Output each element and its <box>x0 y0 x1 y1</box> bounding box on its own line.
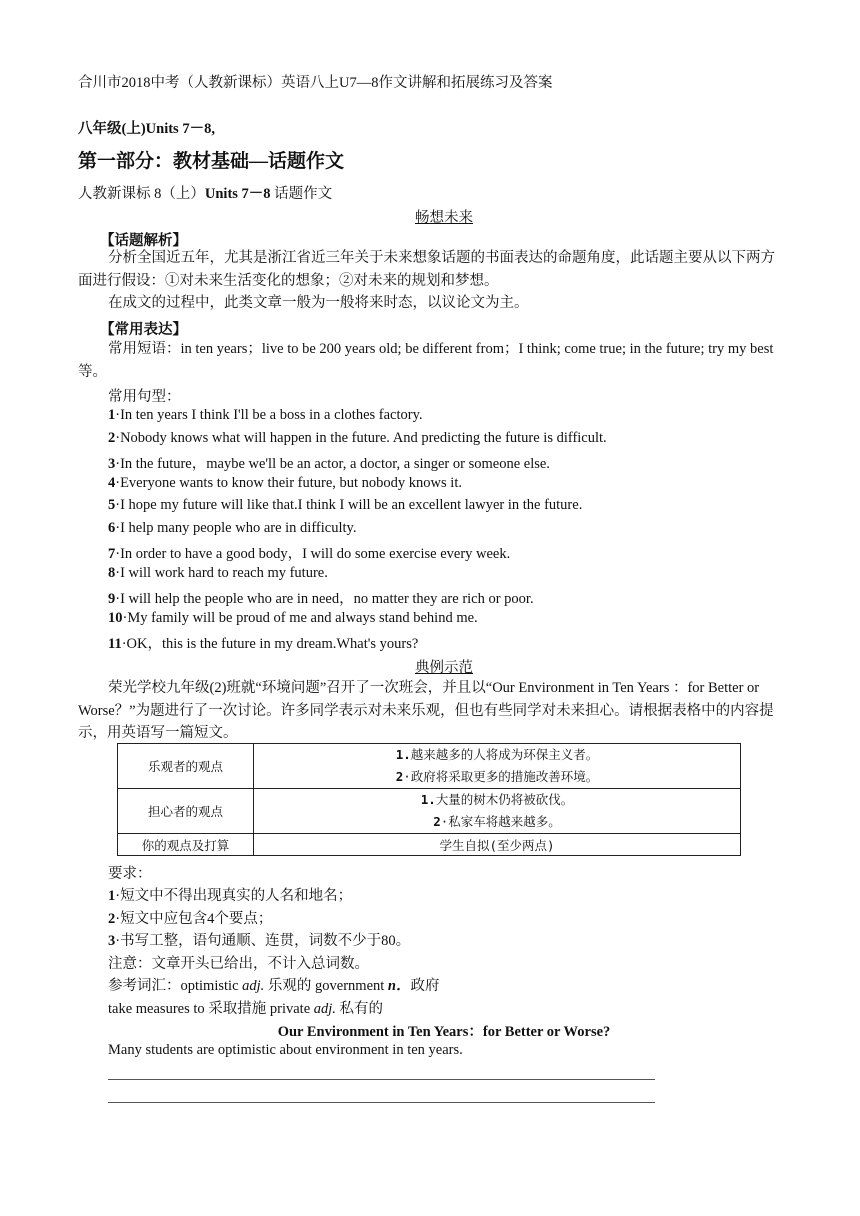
yours-label: 你的观点及打算 <box>118 834 254 856</box>
essay-title: Our Environment in Ten Years：for Better or Worse? <box>277 1024 611 1040</box>
list-item: 10·My family will be proud of me and always stand behind me. <box>108 610 478 626</box>
topic-title: 畅想未来 <box>415 210 473 226</box>
requirements-label: 要求： <box>108 866 152 882</box>
list-item: 8·I will work hard to reach my future. <box>108 565 328 581</box>
example-prompt: 荣光学校九年级(2)班就“环境问题”召开了一次班会，并且以“Our Environment in Ten Years ：for Better or Worse？”为题进行了一次讨论。许多同学表示对未来乐观，但也有些同学对未来担心。请根据表格中的内容提示，用英语写一篇短文。 <box>78 680 774 741</box>
list-item: 1·In ten years I think I'll be a boss in a clothes factory. <box>108 407 423 423</box>
vocab-line-2: take measures to 采取措施 private adj. 私有的 <box>108 1001 384 1017</box>
list-item: 1.越来越多的人将成为环保主义者。 <box>395 747 599 762</box>
list-item: 2·Nobody knows what will happen in the future. And predicting the future is difficult. <box>108 430 607 446</box>
yours-value: 学生自拟(至少两点) <box>254 834 741 856</box>
analysis-paragraph-1: 分析全国近五年，尤其是浙江省近三年关于未来想象话题的书面表达的命题角度，此话题主要从以下两方面进行假设：①对未来生活变化的想象；②对未来的规划和梦想。 <box>78 250 775 289</box>
list-item: 7·In order to have a good body，I will do some exercise every week. <box>108 546 511 562</box>
opinions-table <box>117 743 741 856</box>
list-item: 9·I will help the people who are in need，no matter they are rich or poor. <box>108 591 534 607</box>
phrases-paragraph: 常用短语：in ten years；live to be 200 years old; be different from；I think; come true; in the future; try my best等。 <box>78 341 774 380</box>
vocab-line-1: 参考词汇：optimistic adj. 乐观的 government n．政府 <box>108 978 440 994</box>
table-row <box>118 744 741 789</box>
sentences-label: 常用句型： <box>108 389 181 405</box>
list-item: 1·短文中不得出现真实的人名和地名； <box>108 888 353 904</box>
list-item: 4·Everyone wants to know their future, but nobody knows it. <box>108 475 462 491</box>
optimist-points <box>254 744 741 789</box>
units-suffix: 话题作文 <box>270 186 333 202</box>
list-item: 3·书写工整，语句通顺、连贯，词数不少于80。 <box>108 933 411 949</box>
units-bold: Units 7－8 <box>204 186 271 202</box>
example-title: 典例示范 <box>415 660 473 676</box>
list-item: 2·短文中应包含4个要点； <box>108 911 273 927</box>
list-item: 2·政府将采取更多的措施改善环境。 <box>395 769 599 784</box>
table-row <box>118 789 741 834</box>
expressions-label: 【常用表达】 <box>100 322 187 338</box>
list-item: 1.大量的树木仍将被砍伐。 <box>420 792 574 807</box>
answer-line <box>108 1102 655 1103</box>
grade-line: 八年级(上)Units 7－8, <box>78 121 215 137</box>
list-item: 2·私家车将越来越多。 <box>433 814 561 829</box>
table-row <box>118 834 741 856</box>
units-prefix: 人教新课标 8（上） <box>78 186 205 202</box>
note: 注意：文章开头已给出，不计入总词数。 <box>108 956 369 972</box>
list-item: 6·I help many people who are in difficulty. <box>108 520 357 536</box>
document-title: 合川市2018中考（人教新课标）英语八上U7—8作文讲解和拓展练习及答案 <box>78 75 553 91</box>
worrier-points <box>254 789 741 834</box>
list-item: 11·OK，this is the future in my dream.What's yours? <box>108 636 419 652</box>
list-item: 3·In the future，maybe we'll be an actor, a doctor, a singer or someone else. <box>108 456 550 472</box>
analysis-label: 【话题解析】 <box>100 233 187 249</box>
answer-line <box>108 1079 655 1080</box>
units-line <box>78 182 332 203</box>
optimist-label: 乐观者的观点 <box>118 744 254 789</box>
list-item: 5·I hope my future will like that.I think I will be an excellent lawyer in the future. <box>108 497 583 513</box>
essay-start: Many students are optimistic about environment in ten years. <box>108 1042 463 1058</box>
analysis-paragraph-2: 在成文的过程中，此类文章一般为一般将来时态，以议论文为主。 <box>108 295 529 311</box>
part-heading: 第一部分：教材基础—话题作文 <box>78 151 345 172</box>
worrier-label: 担心者的观点 <box>118 789 254 834</box>
